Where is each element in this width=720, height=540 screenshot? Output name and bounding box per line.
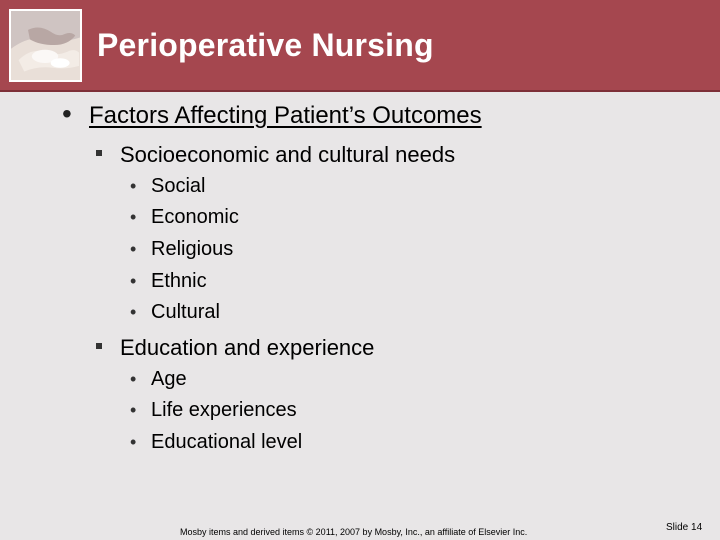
round-bullet-icon: • <box>130 239 137 259</box>
list-item-text: Cultural <box>151 301 220 323</box>
hands-photo-graphic <box>11 11 80 80</box>
copyright-notice: Mosby items and derived items © 2011, 2007 by Mosby, Inc., an affiliate of Elsevier Inc. <box>180 527 528 537</box>
square-bullet-icon <box>96 150 102 156</box>
list-item-text: Religious <box>151 238 234 260</box>
list-item-text: Ethnic <box>151 270 207 292</box>
list-item-text: Age <box>151 368 187 390</box>
list-item-text: Economic <box>151 206 239 228</box>
slide-title: Perioperative Nursing <box>97 27 434 63</box>
slide-content <box>0 92 720 540</box>
list-item-text: Social <box>151 175 206 197</box>
hands-photo-icon <box>9 9 82 82</box>
slide-number: Slide 14 <box>666 522 703 533</box>
list-item-text: Life experiences <box>151 399 297 421</box>
round-bullet-icon: • <box>130 432 137 452</box>
round-bullet-icon: • <box>62 98 72 129</box>
round-bullet-icon: • <box>130 271 137 291</box>
round-bullet-icon: • <box>130 302 137 322</box>
round-bullet-icon: • <box>130 400 137 420</box>
list-item-text: Educational level <box>151 431 303 453</box>
round-bullet-icon: • <box>130 369 137 389</box>
square-bullet-icon <box>96 343 102 349</box>
main-heading: Factors Affecting Patient’s Outcomes <box>89 102 482 129</box>
section-label: Socioeconomic and cultural needs <box>120 142 456 167</box>
section-label: Education and experience <box>120 335 375 360</box>
slide-header <box>0 0 720 92</box>
round-bullet-icon: • <box>130 176 137 196</box>
round-bullet-icon: • <box>130 207 137 227</box>
